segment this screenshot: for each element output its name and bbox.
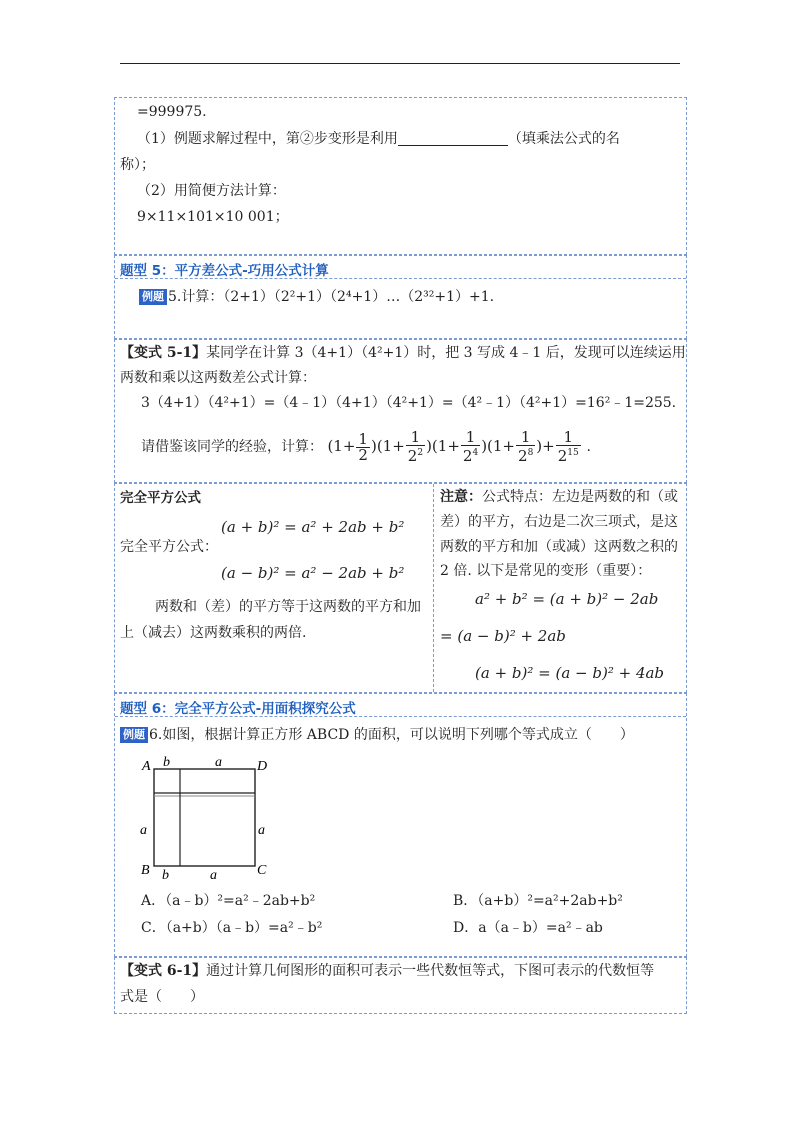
variant-formula2: = (a − b)² + 2ab <box>440 627 566 645</box>
type5-example-text: 5.计算：（2+1）（2²+1）（2⁴+1）…（2³²+1）+1. <box>168 289 495 305</box>
variant61-text1: 通过计算几何图形的面积可表示一些代数恒等式，下图可表示的代数恒等 <box>206 963 655 979</box>
vertex-c: C <box>257 863 267 878</box>
label-right-a: a <box>258 823 265 838</box>
vertex-b: B <box>141 863 150 878</box>
label-bottom-b: b <box>162 868 169 882</box>
perfect-square-box <box>114 483 687 693</box>
variant51-line2: 两数和乘以这两数差公式计算： <box>120 370 316 386</box>
variant51-line3: 3（4+1）（4²+1）=（4﹣1）（4+1）（4²+1）=（4²﹣1）（4²+1）=16²﹣1=255. <box>141 395 677 411</box>
variant61-box <box>114 957 687 1014</box>
note-line3: 两数的平方和加（或减）这两数之积的 <box>440 539 678 555</box>
variant61-line2: 式是（ ） <box>120 989 204 1005</box>
column-divider <box>433 484 434 692</box>
question-1 <box>137 130 620 148</box>
header-rule <box>120 63 680 64</box>
variant51-text1: 某同学在计算 3（4+1）（4²+1）时，把 3 写成 4﹣1 后，发现可以连续运用 <box>206 345 686 361</box>
variant61-line1 <box>120 962 654 980</box>
type5-box <box>114 255 687 339</box>
example-badge: 例题 <box>139 289 167 305</box>
result-line: =999975. <box>137 104 207 120</box>
variant51-line4 <box>141 430 591 464</box>
note-line1 <box>440 488 678 506</box>
label-left-a: a <box>140 823 147 838</box>
question-2-expression: 9×11×101×10 001； <box>137 209 289 225</box>
note-line4: 2 倍. 以下是常见的变形（重要）： <box>440 563 652 579</box>
square-outline <box>154 769 255 866</box>
fraction-expression: (1+ $\frac{1}{2}$ )(1+ $\frac{1}{2^2}$ )(1+ $\frac{1}{2^4}$ )(1+ $\frac{1}{2^8}$ )+ $\frac{1}{2^{15}}$ <box>327 428 579 465</box>
note-title: 注意： <box>440 489 482 505</box>
formula-difference: (a − b)² = a² − 2ab + b² <box>221 564 405 582</box>
type6-example-text: 6.如图，根据计算正方形 ABCD 的面积，可以说明下列哪个等式成立（ ） <box>149 727 634 743</box>
label-top-b: b <box>163 755 170 770</box>
variant-formula3: (a + b)² = (a − b)² + 4ab <box>475 664 665 682</box>
note-text1: 公式特点：左边是两数的和（或 <box>482 489 678 505</box>
option-b[interactable]: B．（a+b）²=a²+2ab+b² <box>453 893 623 909</box>
type5-title-bar <box>115 256 686 279</box>
option-d[interactable]: D．a（a﹣b）=a²﹣ab <box>453 920 603 936</box>
type5-title: 题型 5：平方差公式-巧用公式计算 <box>120 263 329 279</box>
variant51-label: 【变式 5-1】 <box>120 345 207 361</box>
continuation-box <box>114 97 687 255</box>
type5-example <box>139 288 494 306</box>
perfect-square-label: 完全平方公式： <box>120 539 218 555</box>
vertex-a: A <box>142 759 151 774</box>
perfect-square-title: 完全平方公式 <box>120 490 201 506</box>
square-abcd-figure <box>135 752 295 882</box>
type6-title: 题型 6：完全平方公式-用面积探究公式 <box>120 701 356 717</box>
type6-example <box>120 726 634 744</box>
variant51-text4: 请借鉴该同学的经验，计算： <box>141 439 323 455</box>
expression-end: . <box>586 439 591 455</box>
perfect-square-desc1: 两数和（差）的平方等于这两数的平方和加 <box>155 599 421 615</box>
type6-title-bar <box>115 694 686 717</box>
q1-continued: 称）； <box>120 157 155 173</box>
option-a[interactable]: A．（a﹣b）²=a²﹣2ab+b² <box>141 893 316 909</box>
perfect-square-desc2: 上（减去）这两数乘积的两倍. <box>120 625 307 641</box>
option-c[interactable]: C．（a+b）（a﹣b）=a²﹣b² <box>141 920 323 936</box>
variant-formula1: a² + b² = (a + b)² − 2ab <box>475 590 659 608</box>
variant51-line1 <box>120 344 686 362</box>
vertex-d: D <box>257 759 268 774</box>
question-2: （2）用简便方法计算： <box>137 183 286 199</box>
answer-blank[interactable] <box>398 131 508 146</box>
label-top-a: a <box>215 755 222 770</box>
variant51-box <box>114 339 687 483</box>
q1-text: （1）例题求解过程中，第②步变形是利用 <box>137 131 398 147</box>
type6-box <box>114 693 687 957</box>
variant61-label: 【变式 6-1】 <box>120 963 207 979</box>
note-line2: 差）的平方，右边是二次三项式，是这 <box>440 514 678 530</box>
formula-sum: (a + b)² = a² + 2ab + b² <box>221 518 405 536</box>
q1-tail: （填乘法公式的名 <box>507 131 620 147</box>
example-badge: 例题 <box>120 727 148 743</box>
label-bottom-a: a <box>210 868 217 882</box>
